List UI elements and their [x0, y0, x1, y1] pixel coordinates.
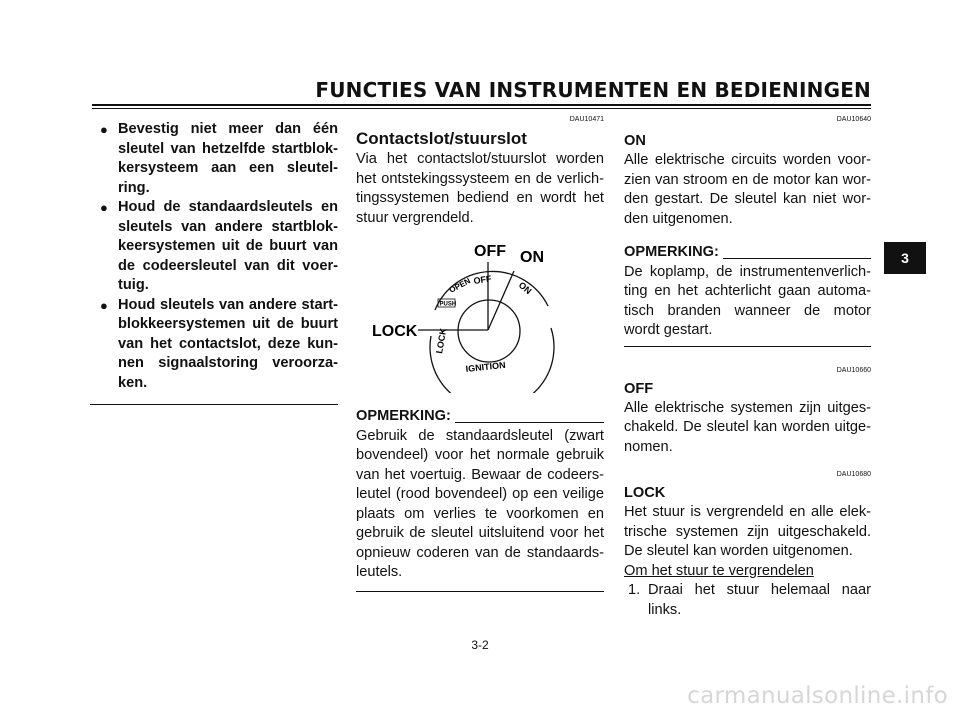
header-rule-thin	[92, 108, 871, 109]
note-text: Gebruik de standaardsleutel (zwart bovendeel) voor het normale gebruik van het voertuig. Bewaar de codeers-leutel (rood bovendeel) op een veilige plaats om verlies te voorkomen en gebruik de sleutel uitsluitend voor het opnieuw coderen van de standaards-leutels.	[356, 427, 604, 580]
bullet-item	[90, 296, 338, 394]
section-title: Contactslot/stuurslot	[356, 129, 527, 148]
doc-code: DAU10680	[836, 471, 871, 478]
dial-text-on: ON	[516, 279, 534, 297]
position-text-off: Alle elektrische systemen zijn uitges-chakeld. De sleutel kan worden uitge-nomen.	[624, 399, 871, 455]
ignition-switch-figure	[356, 238, 604, 393]
bullet-text: Bevestig niet meer dan één sleutel van hetzelfde startblok-kersysteem aan een sleutel-ring.	[118, 121, 338, 196]
note-heading	[624, 243, 871, 263]
figure-label-off: OFF	[474, 243, 506, 260]
intro-text: Via het contactslot/stuurslot worden het ontstekingssysteem en de verlich-tingssystemen bediend en wordt het stuur vergrendeld.	[356, 151, 604, 226]
note-label: OPMERKING:	[624, 244, 719, 260]
note-text: De koplamp, de instrumentenverlich-ting en het achterlicht gaan automa-tisch branden wanneer de motor wordt gestart.	[624, 263, 871, 338]
dial-text-push: PUSH	[439, 301, 457, 308]
position-title-lock: LOCK	[624, 485, 666, 501]
dial-text-lock: LOCK	[434, 327, 449, 355]
page-header-title: FUNCTIES VAN INSTRUMENTEN EN BEDIENINGEN	[315, 78, 871, 102]
column-1	[90, 120, 338, 405]
step-number: 1.	[628, 582, 641, 598]
bullet-text: Houd de standaardsleutels en sleutels van andere startblok-keersystemen uit de buurt van de codeersleutel van dit voer-tuig.	[118, 199, 338, 293]
section-divider	[90, 404, 338, 405]
doc-code: DAU10660	[836, 366, 871, 374]
note-heading	[356, 407, 604, 427]
procedure-step	[624, 581, 871, 620]
step-text: Draai het stuur helemaal naar links.	[648, 582, 871, 618]
note-label: OPMERKING:	[356, 408, 451, 424]
position-title-on: ON	[624, 133, 646, 149]
key-cylinder	[458, 300, 520, 362]
section-divider	[624, 346, 871, 347]
doc-code: DAU10471	[569, 116, 604, 123]
bullet-item	[90, 198, 338, 296]
position-text-on: Alle elektrische circuits worden voor-zien van stroom en de motor kan wor-den gestart. De sleutel kan niet wor-den uitgenomen.	[624, 152, 871, 227]
chapter-tab[interactable]: 3	[884, 242, 926, 274]
doc-code: DAU10640	[836, 116, 871, 123]
bullet-text: Houd sleutels van andere start-blokkeersystemen uit de buurt van het contactslot, deze kun-nen signaalstoring veroorza-ken.	[118, 296, 338, 391]
position-text-lock: Het stuur is vergrendeld en alle elek-trische systemen zijn uitgeschakeld. De sleutel kan worden uitgenomen.	[624, 504, 871, 559]
section-divider	[356, 591, 604, 592]
procedure-heading: Om het stuur te vergrendelen	[624, 562, 814, 579]
dial-text-ignition: IGNITION	[465, 359, 506, 374]
page-number: 3-2	[471, 638, 489, 652]
dial-text-off: OFF	[472, 273, 493, 286]
column-2	[356, 115, 604, 592]
figure-label-on: ON	[520, 249, 544, 266]
dial-text-open: OPEN	[447, 276, 472, 295]
bullet-icon: ●	[100, 297, 108, 313]
header-rule	[92, 104, 871, 106]
column-3	[624, 115, 871, 620]
bullet-icon: ●	[100, 122, 108, 137]
position-title-off: OFF	[624, 380, 654, 397]
figure-label-lock: LOCK	[372, 323, 418, 340]
watermark-text: carmanualsonline.info	[687, 683, 948, 709]
bullet-icon: ●	[100, 200, 108, 215]
bullet-item	[90, 120, 338, 198]
